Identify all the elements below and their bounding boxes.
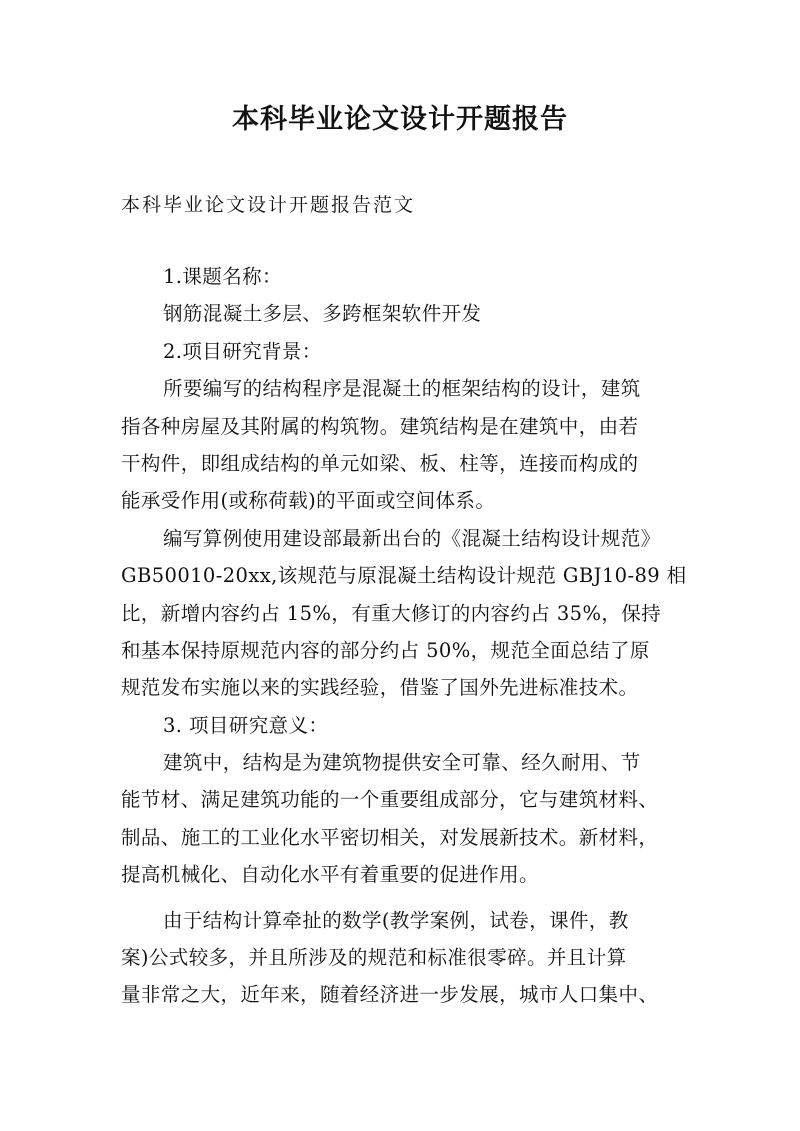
paragraph-line: 提高机械化、自动化水平有着重要的促进作用。 <box>121 863 539 887</box>
paragraph-line: 指各种房屋及其附属的构筑物。建筑结构是在建筑中，由若 <box>121 414 639 438</box>
document-title: 本科毕业论文设计开题报告 <box>232 104 568 135</box>
section-1-content: 钢筋混凝土多层、多跨框架软件开发 <box>163 302 482 326</box>
paragraph-line: 案)公式较多，并且所涉及的规范和标准很零碎。并且计算 <box>121 946 627 970</box>
paragraph-line: 能节材、满足建筑功能的一个重要组成部分，它与建筑材料、 <box>121 788 659 812</box>
paragraph-line: 比，新增内容约占 15%，有重大修订的内容约占 35%，保持 <box>121 601 662 625</box>
paragraph-line: GB50010-20xx,该规范与原混凝土结构设计规范 GBJ10-89 相 <box>121 564 687 588</box>
paragraph-line: 量非常之大，近年来，随着经济进一步发展，城市人口集中、 <box>121 983 659 1007</box>
paragraph-line: 制品、施工的工业化水平密切相关，对发展新技术。新材料， <box>121 825 659 849</box>
paragraph-line: 干构件，即组成结构的单元如梁、板、柱等，连接而构成的 <box>121 451 639 475</box>
section-3-heading: 3. 项目研究意义： <box>163 713 329 737</box>
document-body <box>121 258 689 1014</box>
section-2-heading: 2.项目研究背景： <box>163 339 322 363</box>
document-subtitle: 本科毕业论文设计开题报告范文 <box>121 194 416 216</box>
paragraph-line: 和基本保持原规范内容的部分约占 50%，规范全面总结了原 <box>121 638 650 662</box>
paragraph-line: 规范发布实施以来的实践经验，借鉴了国外先进标准技术。 <box>121 676 639 700</box>
paragraph-line: 由于结构计算牵扯的数学(教学案例，试卷，课件，教 <box>163 908 629 932</box>
section-1-heading: 1.课题名称： <box>163 265 282 288</box>
paragraph-line: 能承受作用(或称荷载)的平面或空间体系。 <box>121 489 496 513</box>
paragraph-line: 编写算例使用建设部最新出台的《混凝土结构设计规范》 <box>163 526 661 550</box>
paragraph-line: 所要编写的结构程序是混凝土的框架结构的设计，建筑 <box>163 377 641 401</box>
paragraph-line: 建筑中，结构是为建筑物提供安全可靠、经久耐用、节 <box>163 751 641 775</box>
